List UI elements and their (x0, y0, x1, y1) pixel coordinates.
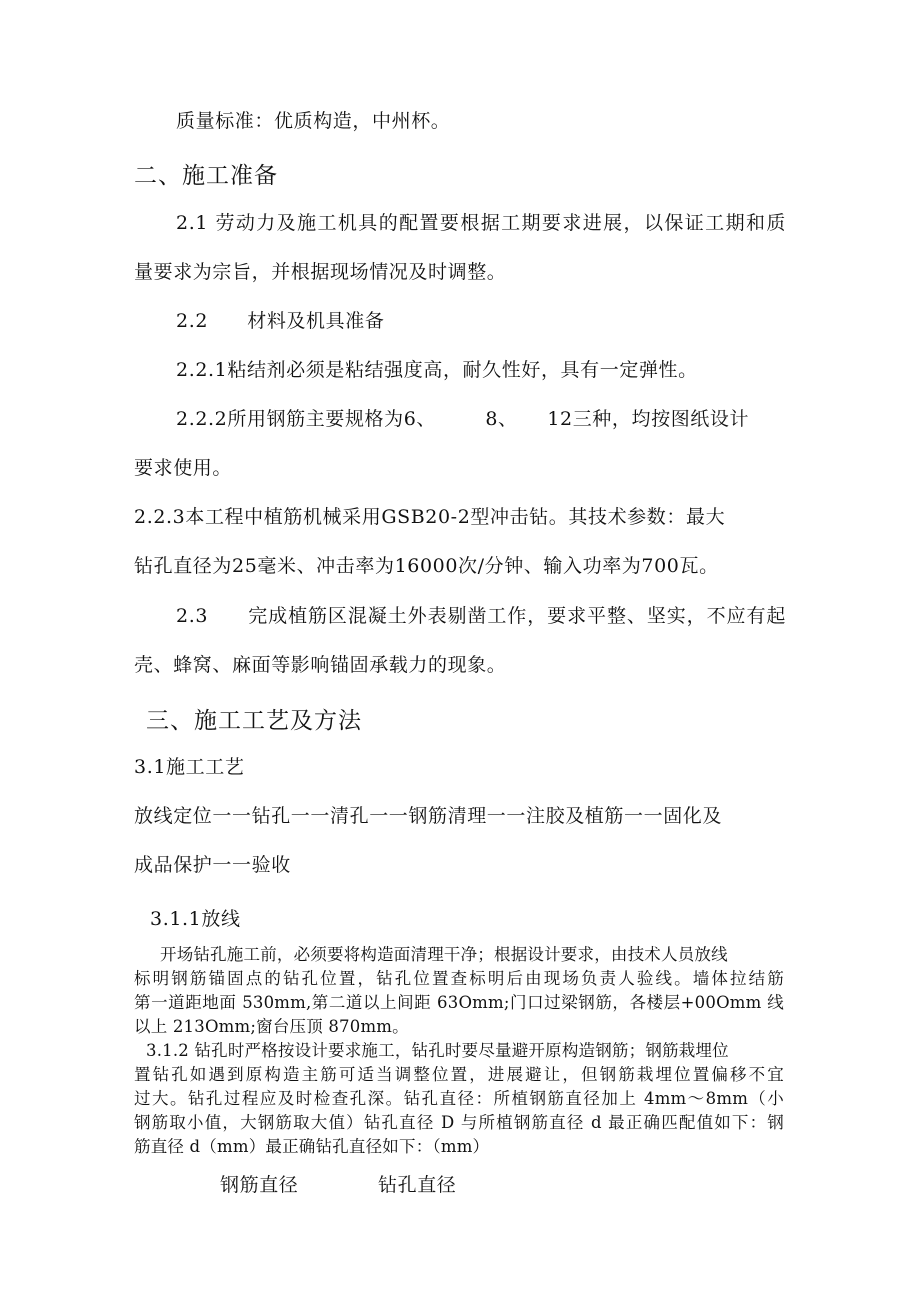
table-header-hole-diameter: 钻孔直径 (378, 1174, 457, 1196)
drilling-text-line1: 3.1.2 钻孔时严格按设计要求施工，钻孔时要尽量避开原构造钢筋；钢筋栽埋位 (146, 1041, 729, 1060)
section-heading-2: 二、施工准备 (134, 163, 278, 189)
para-2-3-line1: 2.3 完成植筋区混凝土外表剔凿工作，要求平整、坚实，不应有起 (176, 605, 786, 627)
stakeout-text-line4: 以上 213Omm;窗台压顶 870mm。 (134, 1017, 409, 1036)
para-3-1-heading: 3.1施工工艺 (134, 756, 245, 778)
para-3-1-1-heading: 3.1.1放线 (150, 908, 241, 930)
drilling-text-line4: 钢筋取小值，大钢筋取大值）钻孔直径 D 与所植钢筋直径 d 最正确匹配值如下：钢 (134, 1113, 784, 1132)
drilling-text-line2: 置钻孔如遇到原构造主筋可适当调整位置，进展避让，但钢筋栽埋位置偏移不宜 (134, 1065, 784, 1084)
para-2-2-2-line2: 要求使用。 (134, 457, 233, 479)
drilling-text-line5: 筋直径 d（mm）最正确钻孔直径如下：（mm） (134, 1137, 490, 1156)
stakeout-text-line1: 开场钻孔施工前，必须要将构造面清理干净；根据设计要求，由技术人员放线 (160, 945, 728, 964)
quality-standard-line: 质量标准：优质构造，中州杯。 (176, 110, 451, 132)
para-2-2-3-line1: 2.2.3本工程中植筋机械采用GSB20-2型冲击钻。其技术参数：最大 (134, 506, 726, 528)
process-flow-line2: 成品保护一一验收 (134, 854, 291, 876)
para-2-2-1: 2.2.1粘结剂必须是粘结强度高，耐久性好，具有一定弹性。 (176, 359, 698, 381)
stakeout-text-line2: 标明钢筋锚固点的钻孔位置，钻孔位置查标明后由现场负责人验线。墙体拉结筋 (134, 969, 784, 988)
para-2-2-2-line1: 2.2.2所用钢筋主要规格为6、 8、 12三种，均按图纸设计 (176, 408, 750, 430)
process-flow-line1: 放线定位一一钻孔一一清孔一一钢筋清理一一注胶及植筋一一固化及 (134, 805, 723, 827)
section-heading-3: 三、施工工艺及方法 (146, 708, 362, 734)
para-2-2-heading: 2.2 材料及机具准备 (176, 310, 385, 332)
stakeout-text-line3: 第一道距地面 530mm,第二道以上间距 63Omm;门口过梁钢筋，各楼层+00Omm 线 (134, 993, 784, 1012)
para-2-2-3-line2: 钻孔直径为25毫米、冲击率为16000次/分钟、输入功率为700瓦。 (134, 555, 719, 577)
para-2-3-line2: 壳、蜂窝、麻面等影响锚固承载力的现象。 (134, 654, 507, 676)
para-2-1-line2: 量要求为宗旨，并根据现场情况及时调整。 (134, 261, 507, 283)
para-2-1-line1: 2.1 劳动力及施工机具的配置要根据工期要求进展，以保证工期和质 (176, 212, 786, 234)
drilling-text-line3: 过大。钻孔过程应及时检查孔深。钻孔直径：所植钢筋直径加上 4mm～8mm（小 (134, 1089, 784, 1108)
table-header-rebar-diameter: 钢筋直径 (220, 1174, 299, 1196)
